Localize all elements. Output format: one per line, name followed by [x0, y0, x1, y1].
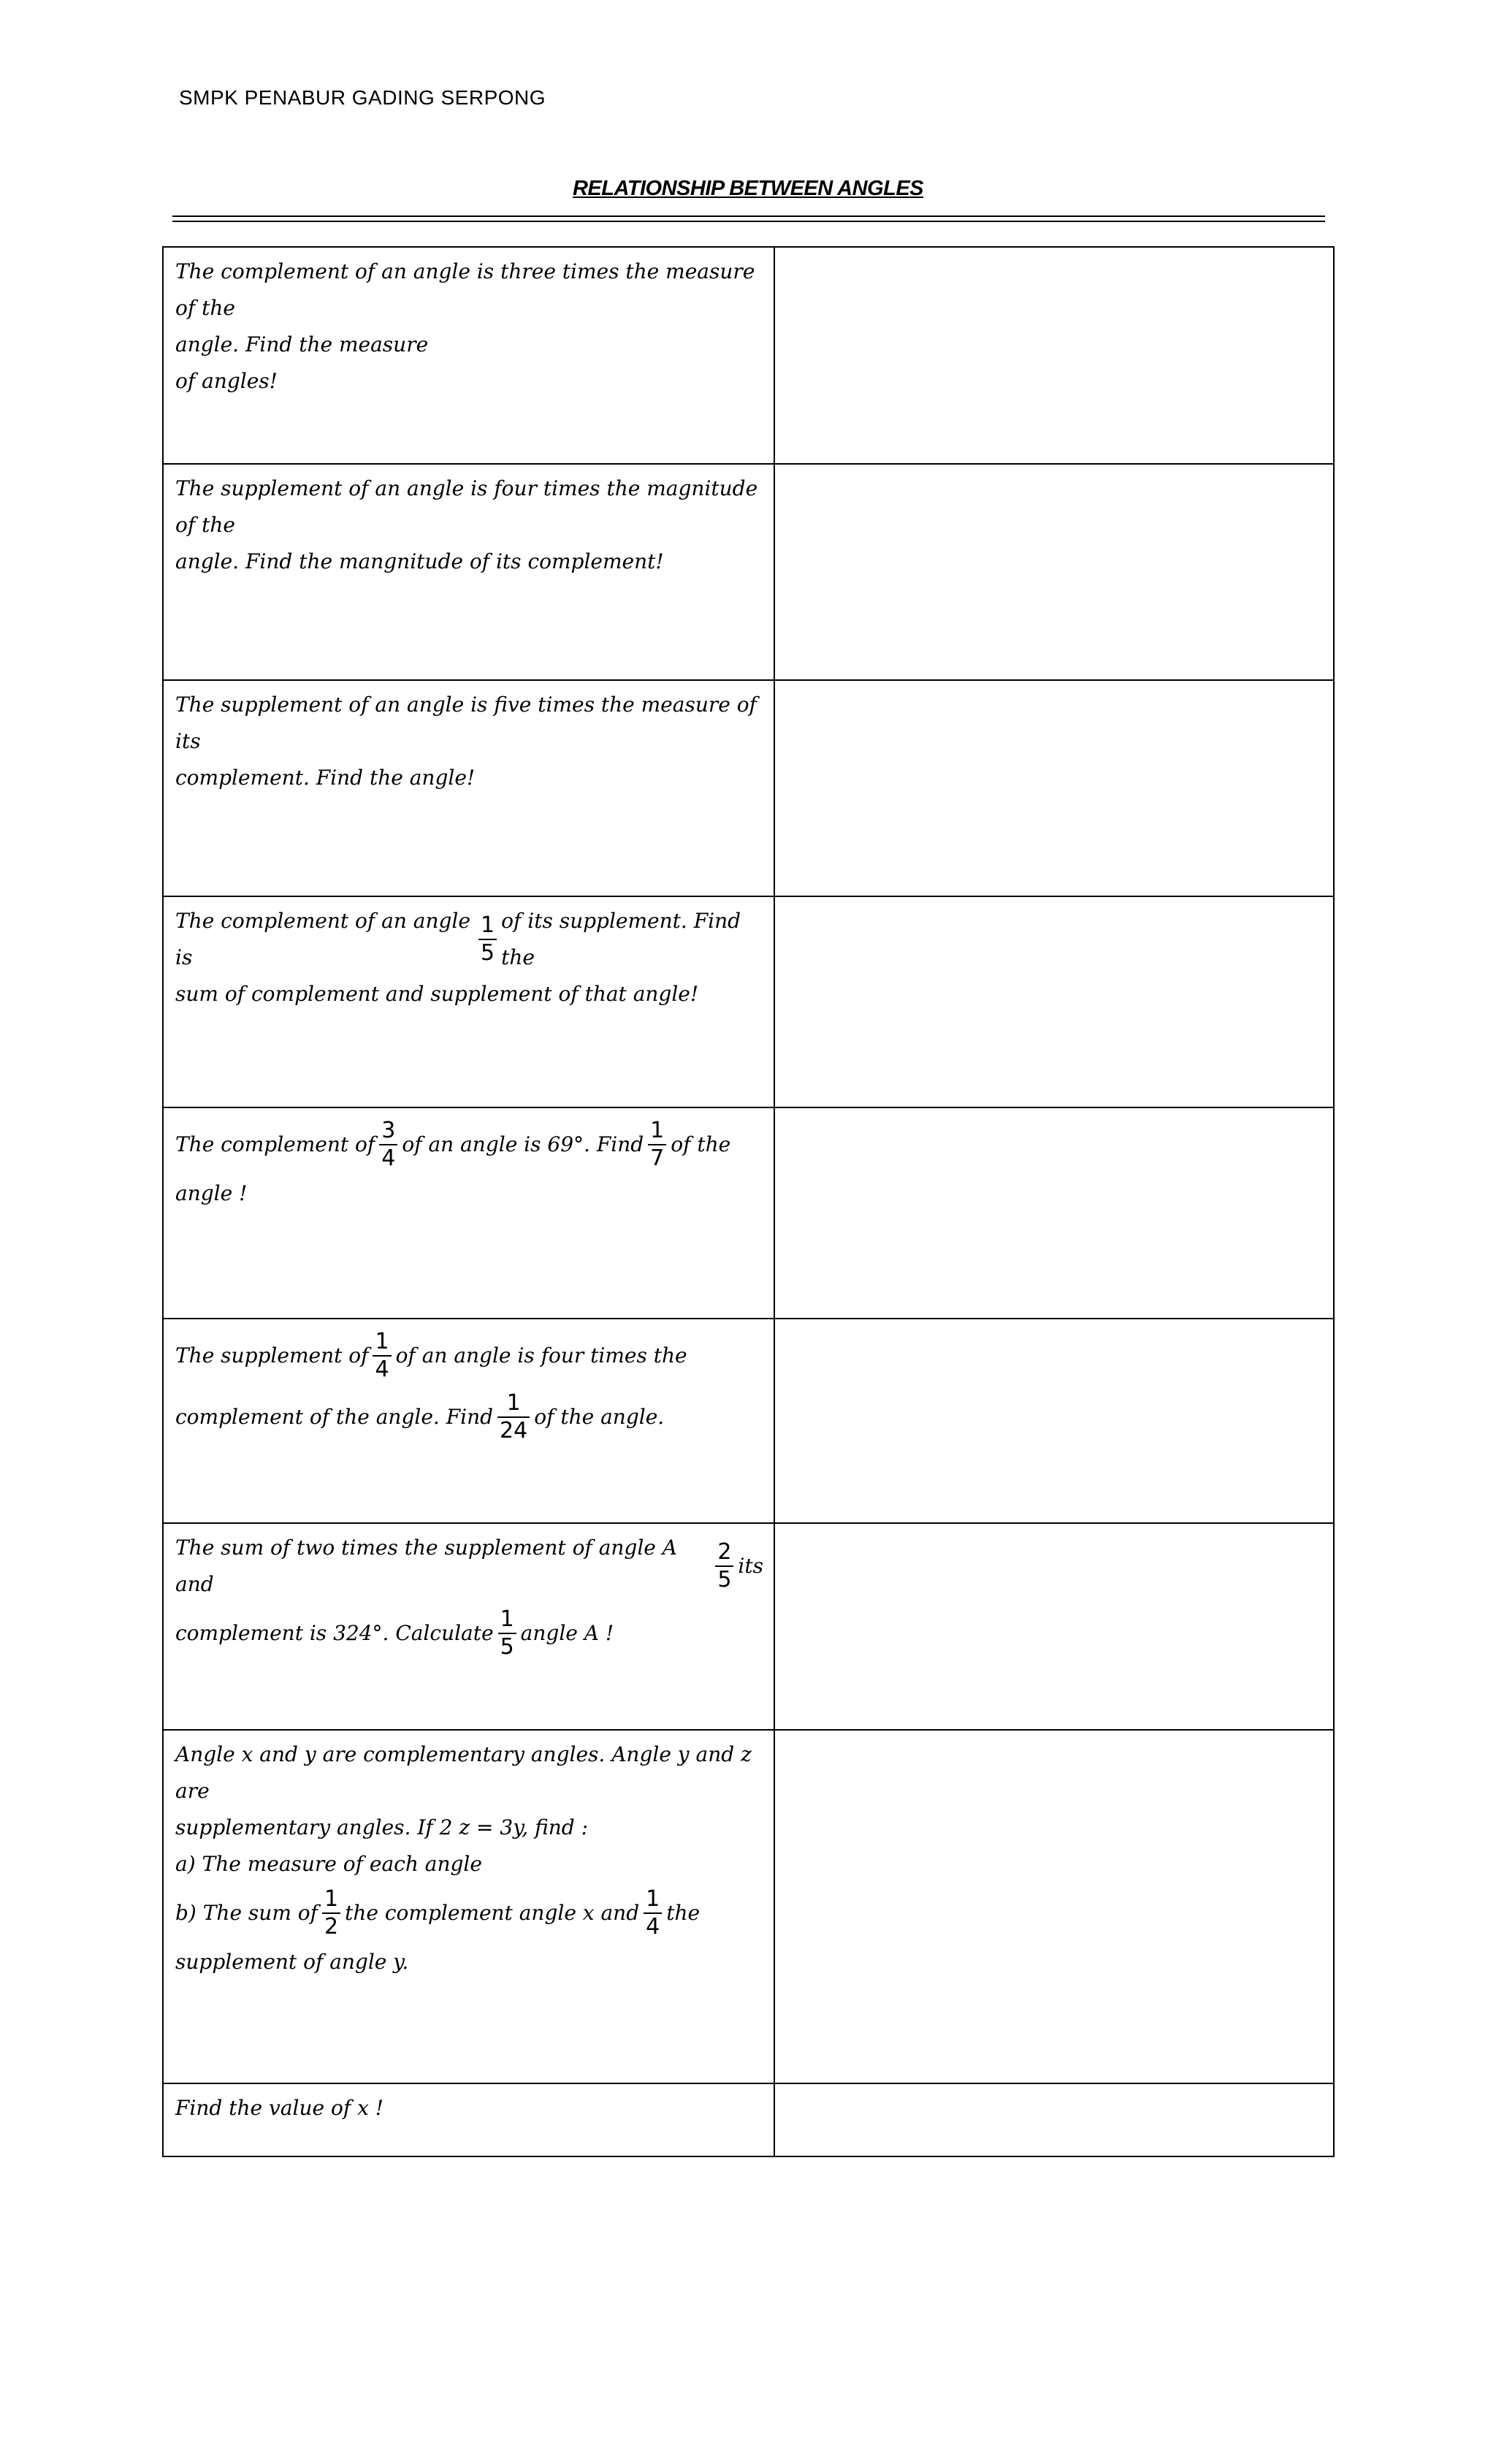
question-8-text-a: b) The sum of: [175, 1901, 318, 1925]
question-7-text-c: complement is 324°. Calculate: [175, 1621, 494, 1645]
question-6-text-c: complement of the angle. Find: [175, 1405, 494, 1429]
answer-cell-8[interactable]: [774, 1730, 1334, 2083]
question-cell-7: [163, 1523, 774, 1730]
question-5-text-a: The complement of: [175, 1132, 375, 1156]
question-5-text-b: of an angle is 69°. Find: [402, 1132, 644, 1156]
question-1-line-3: of angles!: [175, 369, 278, 393]
question-row-6: [163, 1319, 1334, 1523]
question-cell-4: [163, 896, 774, 1107]
title-divider-top: [172, 215, 1325, 217]
question-5-text-c: of the: [671, 1132, 731, 1156]
question-4-line-2: sum of complement and supplement of that angle!: [175, 982, 699, 1006]
answer-cell-2[interactable]: [774, 464, 1334, 680]
question-2-line-1: The supplement of an angle is four times the magnitude of the: [175, 476, 758, 537]
question-3-line-1: The supplement of an angle is five times the measure of its: [175, 693, 757, 753]
question-cell-9: [163, 2083, 774, 2156]
question-row-9: [163, 2083, 1334, 2156]
answer-cell-1[interactable]: [774, 247, 1334, 464]
answer-cell-4[interactable]: [774, 896, 1334, 1107]
fraction-one-half: $\frac{1}{2}$: [322, 1886, 340, 1940]
fraction-two-fifths: $\frac{2}{5}$: [715, 1539, 733, 1593]
question-8-text-b: the complement angle x and: [345, 1901, 640, 1925]
fraction-one-fifth: $\frac{1}{5}$: [478, 912, 497, 966]
question-4-text-b: of its supplement. Find the: [501, 909, 741, 969]
page-title: RELATIONSHIP BETWEEN ANGLES: [572, 177, 924, 200]
question-row-4: [163, 896, 1334, 1107]
question-7-text-b: its: [738, 1554, 763, 1578]
question-8-line-2: supplementary angles. If 2 z = 3y, find :: [175, 1815, 589, 1839]
question-cell-2: [163, 464, 774, 680]
question-cell-6: [163, 1319, 774, 1523]
question-1-line-2: angle. Find the measure: [175, 332, 429, 356]
question-row-8: [163, 1730, 1334, 2083]
question-row-5: [163, 1107, 1334, 1319]
question-5-line-2: angle !: [175, 1181, 248, 1205]
question-6-text-b: of an angle is four times the: [395, 1343, 687, 1368]
question-3-line-2: complement. Find the angle!: [175, 766, 476, 790]
fraction-one-seventh: $\frac{1}{7}$: [648, 1118, 666, 1172]
question-cell-5: [163, 1107, 774, 1319]
question-6-text-a: The supplement of: [175, 1343, 369, 1368]
question-2-line-2: angle. Find the mangnitude of its complement!: [175, 549, 664, 573]
question-row-2: [163, 464, 1334, 680]
fraction-one-fifth-b: $\frac{1}{5}$: [498, 1606, 516, 1660]
fraction-one-quarter-b: $\frac{1}{4}$: [644, 1886, 662, 1940]
fraction-one-twentyfourth: $\frac{1}{24}$: [497, 1390, 530, 1444]
question-8-line-5: supplement of angle y.: [175, 1950, 409, 1974]
question-row-3: [163, 680, 1334, 896]
question-7-text-a: The sum of two times the supplement of angle A and: [175, 1536, 677, 1596]
question-6-text-d: of the angle.: [534, 1405, 665, 1429]
question-row-7: [163, 1523, 1334, 1730]
fraction-three-quarters: $\frac{3}{4}$: [379, 1118, 397, 1172]
school-name: SMPK PENABUR GADING SERPONG: [179, 86, 546, 109]
question-cell-1: [163, 247, 774, 464]
question-8-line-3: a) The measure of each angle: [175, 1852, 482, 1876]
answer-cell-6[interactable]: [774, 1319, 1334, 1523]
question-row-1: [163, 247, 1334, 464]
question-cell-8: [163, 1730, 774, 2083]
fraction-one-quarter: $\frac{1}{4}$: [373, 1329, 391, 1383]
worksheet-table: [162, 246, 1335, 2157]
answer-cell-5[interactable]: [774, 1107, 1334, 1319]
question-8-text-c: the: [666, 1901, 701, 1925]
question-4-text-a: The complement of an angle is: [175, 909, 470, 969]
answer-cell-7[interactable]: [774, 1523, 1334, 1730]
question-cell-3: [163, 680, 774, 896]
question-8-line-1: Angle x and y are complementary angles. Angle y and z are: [175, 1742, 752, 1803]
question-1-line-1: The complement of an angle is three times the measure of the: [175, 259, 755, 320]
answer-cell-9[interactable]: [774, 2083, 1334, 2156]
question-7-text-d: angle A !: [520, 1621, 614, 1645]
title-divider-bottom: [172, 221, 1325, 222]
question-9-line-1: Find the value of x !: [175, 2096, 384, 2120]
answer-cell-3[interactable]: [774, 680, 1334, 896]
